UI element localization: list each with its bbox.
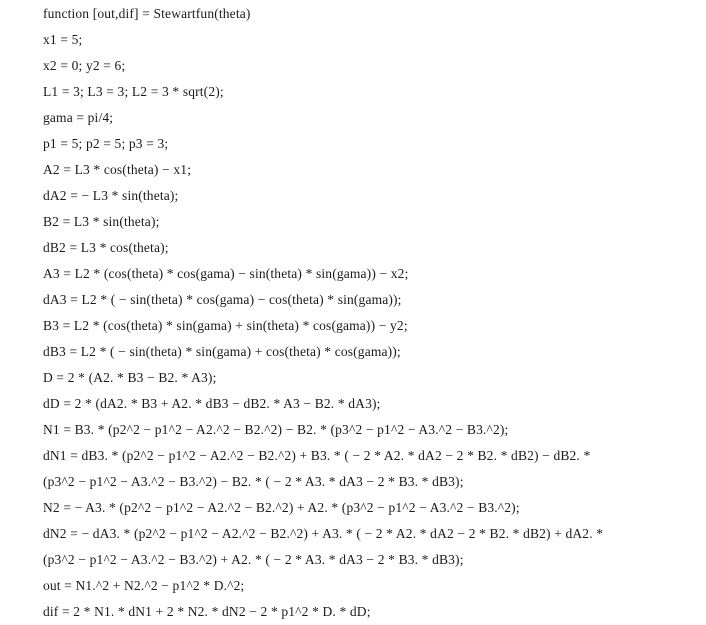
code-line: dN2 = − dA3. * (p2^2 − p1^2 − A2.^2 − B2.^2) + A3. * ( − 2 * A2. * dA2 − 2 * B2. * dB2) + dA2. *	[43, 526, 604, 541]
code-line: function [out,dif] = Stewartfun(theta)	[43, 6, 251, 21]
code-line: L1 = 3; L3 = 3; L2 = 3 * sqrt(2);	[43, 84, 224, 99]
code-line: (p3^2 − p1^2 − A3.^2 − B3.^2) − B2. * ( − 2 * A3. * dA3 − 2 * B3. * dB3);	[43, 474, 464, 489]
code-line: A3 = L2 * (cos(theta) * cos(gama) − sin(theta) * sin(gama)) − x2;	[43, 266, 409, 281]
code-line: (p3^2 − p1^2 − A3.^2 − B3.^2) + A2. * ( − 2 * A3. * dA3 − 2 * B3. * dB3);	[43, 552, 464, 567]
code-line: dD = 2 * (dA2. * B3 + A2. * dB3 − dB2. * A3 − B2. * dA3);	[43, 396, 381, 411]
code-line: dif = 2 * N1. * dN1 + 2 * N2. * dN2 − 2 * p1^2 * D. * dD;	[43, 604, 371, 619]
code-line: D = 2 * (A2. * B3 − B2. * A3);	[43, 370, 217, 385]
code-line: dB3 = L2 * ( − sin(theta) * sin(gama) + cos(theta) * cos(gama));	[43, 344, 401, 359]
code-line: N1 = B3. * (p2^2 − p1^2 − A2.^2 − B2.^2) − B2. * (p3^2 − p1^2 − A3.^2 − B3.^2);	[43, 422, 509, 437]
code-line: gama = pi/4;	[43, 110, 114, 125]
code-line: p1 = 5; p2 = 5; p3 = 3;	[43, 136, 169, 151]
code-line: B2 = L3 * sin(theta);	[43, 214, 160, 229]
code-line: dN1 = dB3. * (p2^2 − p1^2 − A2.^2 − B2.^2) + B3. * ( − 2 * A2. * dA2 − 2 * B2. * dB2) − dB2. *	[43, 448, 591, 463]
code-line: dA3 = L2 * ( − sin(theta) * cos(gama) − cos(theta) * sin(gama));	[43, 292, 402, 307]
code-line: dB2 = L3 * cos(theta);	[43, 240, 169, 255]
code-line: x2 = 0; y2 = 6;	[43, 58, 126, 73]
code-line: out = N1.^2 + N2.^2 − p1^2 * D.^2;	[43, 578, 245, 593]
code-line: x1 = 5;	[43, 32, 83, 47]
code-line: dA2 = − L3 * sin(theta);	[43, 188, 179, 203]
code-line: A2 = L3 * cos(theta) − x1;	[43, 162, 192, 177]
code-line: B3 = L2 * (cos(theta) * sin(gama) + sin(theta) * cos(gama)) − y2;	[43, 318, 408, 333]
code-line: N2 = − A3. * (p2^2 − p1^2 − A2.^2 − B2.^2) + A2. * (p3^2 − p1^2 − A3.^2 − B3.^2);	[43, 500, 520, 515]
